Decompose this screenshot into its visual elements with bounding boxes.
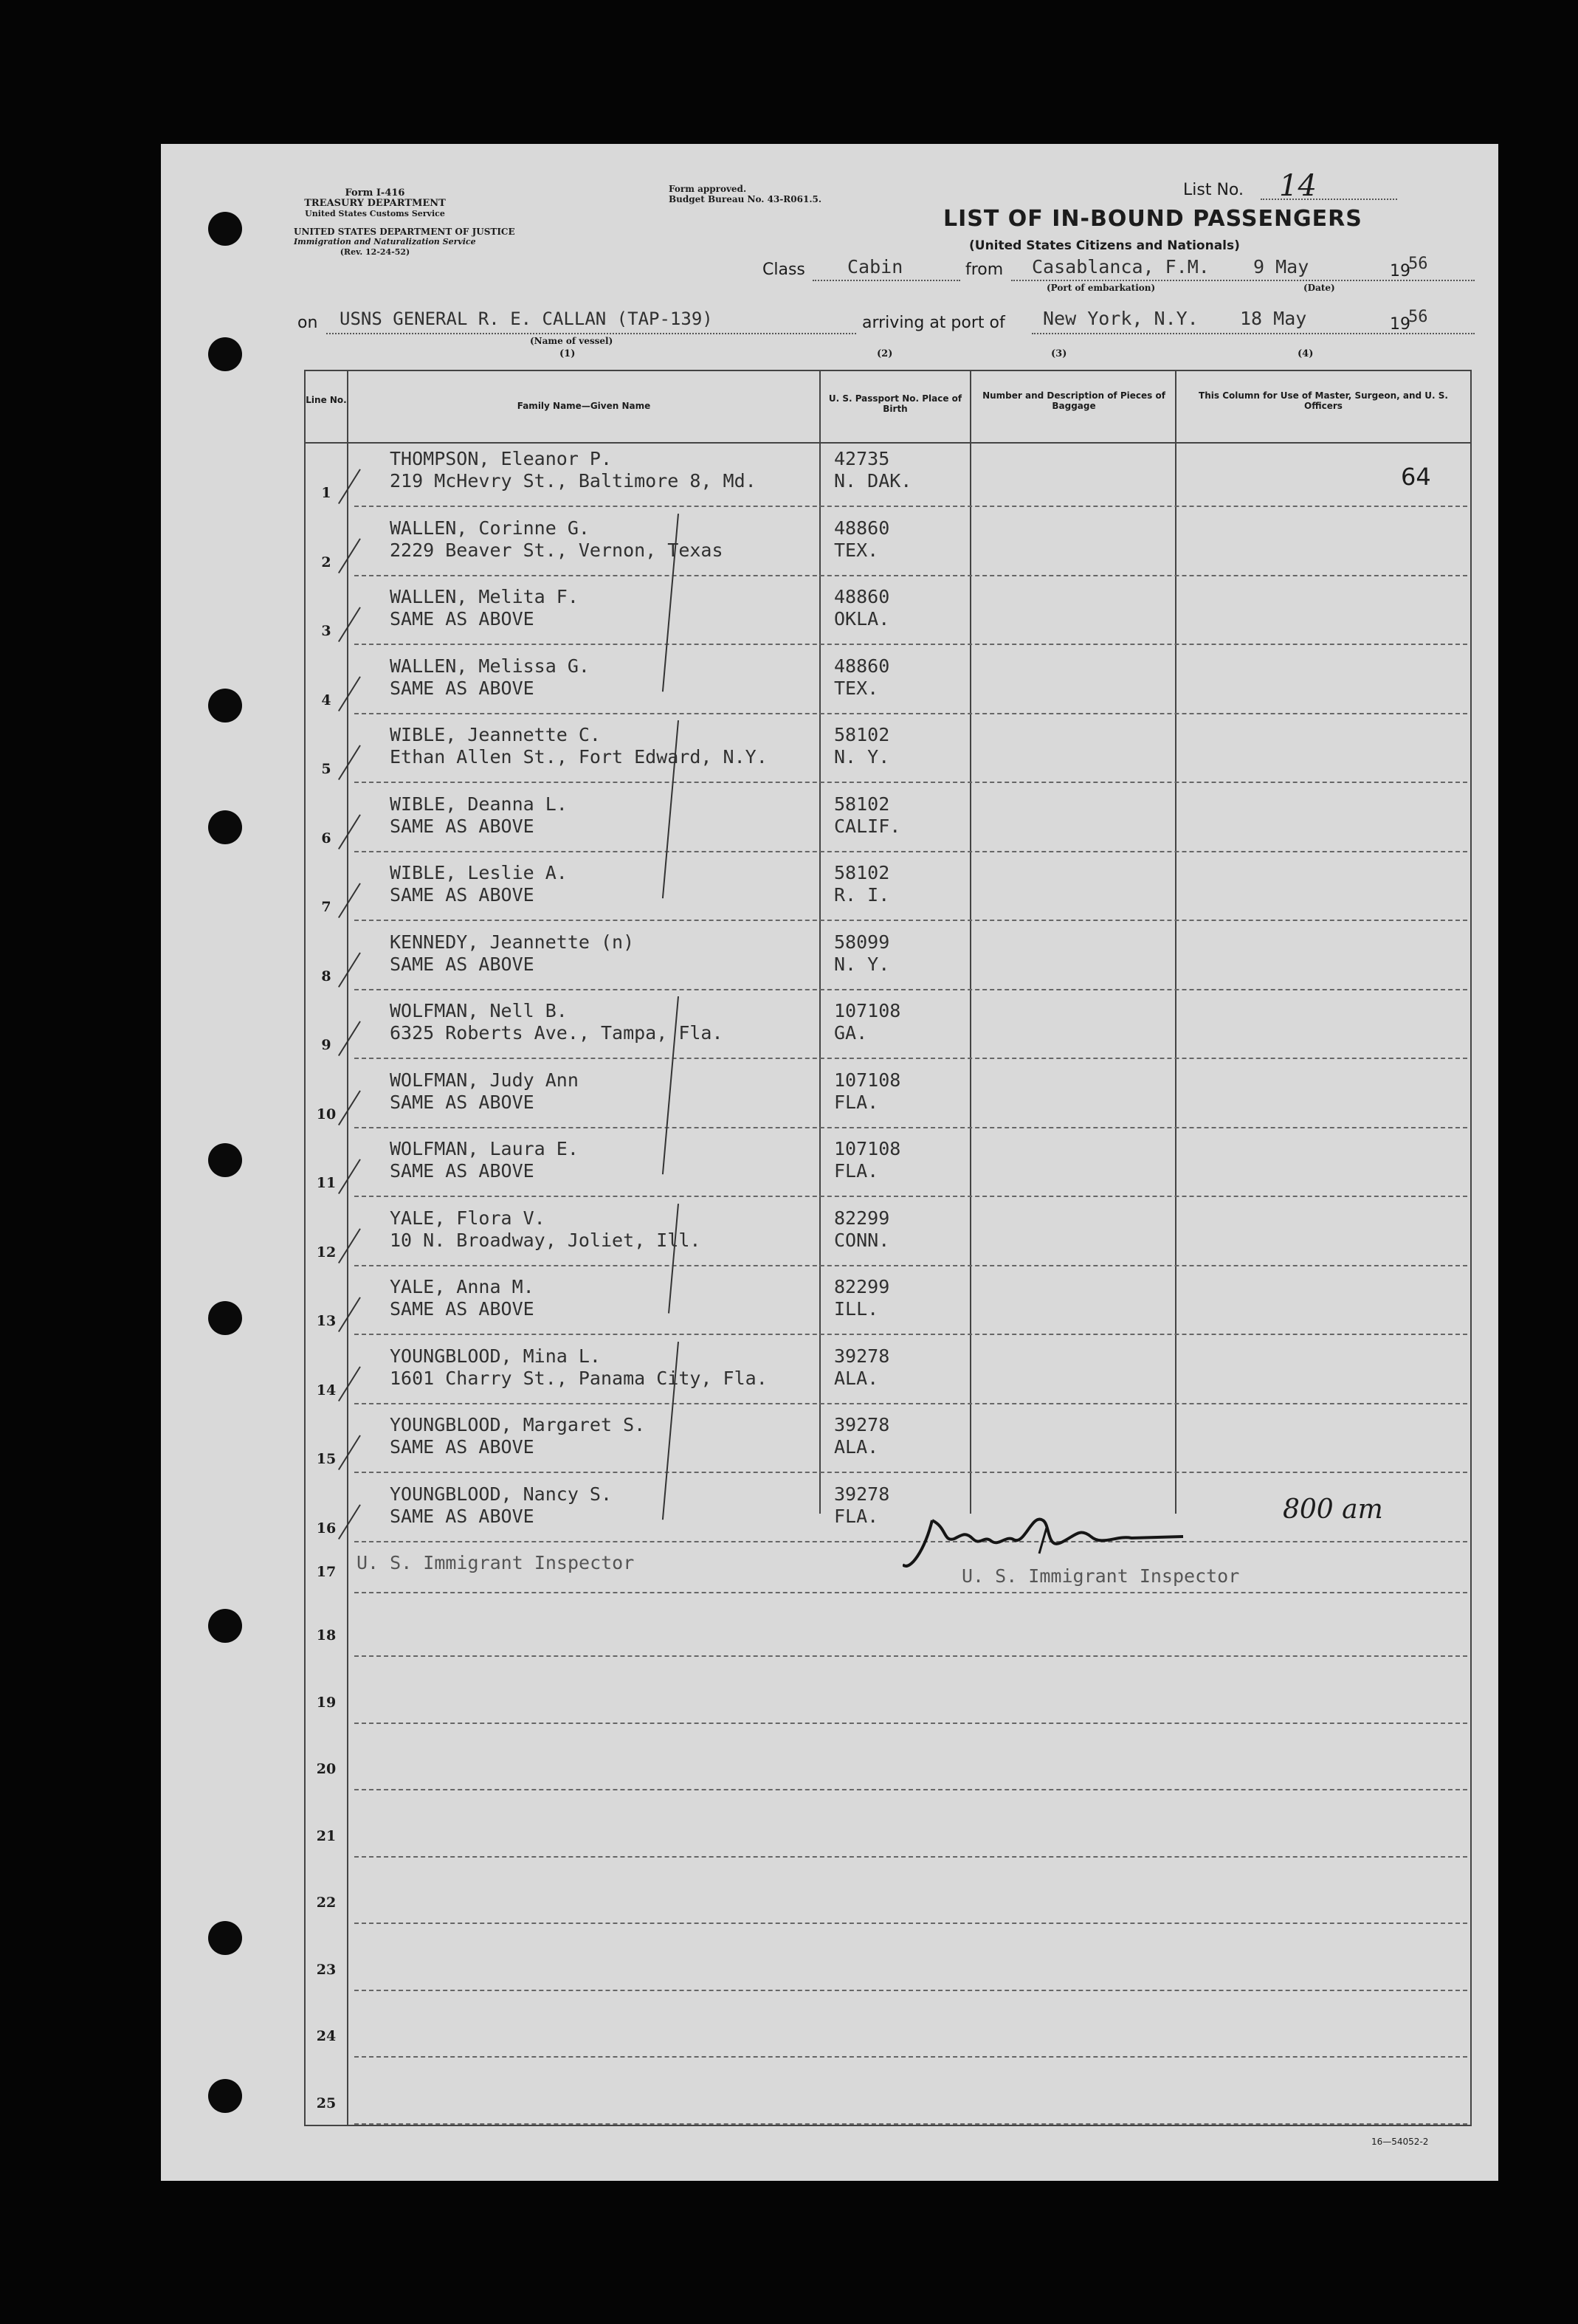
row-rule (354, 1655, 1467, 1657)
row-rule (354, 1856, 1467, 1858)
justice-dept: UNITED STATES DEPARTMENT OF JUSTICE (294, 227, 515, 237)
line-number: 5 (321, 761, 331, 777)
passenger-address: SAME AS ABOVE (390, 1298, 534, 1320)
passenger-address: Ethan Allen St., Fort Edward, N.Y. (390, 746, 768, 768)
line-number: 19 (316, 1694, 337, 1711)
ins-service: Immigration and Naturalization Service (294, 237, 476, 246)
year1-prefix: 19 (1390, 262, 1410, 280)
punch-hole (208, 1143, 242, 1177)
row-rule (354, 851, 1467, 852)
row-rule (354, 1127, 1467, 1128)
passport-number: 42735 (834, 448, 890, 469)
passenger-address: SAME AS ABOVE (390, 608, 534, 630)
place-of-birth: ALA. (834, 1436, 879, 1458)
row-rule (354, 1592, 1467, 1593)
from-value: Casablanca, F.M. (1032, 256, 1210, 277)
colnum-1: (1) (559, 348, 576, 359)
col-divider (819, 370, 821, 1514)
line-number: 20 (316, 1761, 337, 1777)
line-number: 24 (316, 2028, 337, 2044)
row-rule (354, 1196, 1467, 1197)
passport-number: 107108 (834, 1000, 901, 1021)
row-rule (354, 1265, 1467, 1266)
row-rule (354, 782, 1467, 783)
line-number: 2 (321, 554, 331, 570)
passport-number: 58102 (834, 793, 890, 815)
passport-number: 39278 (834, 1483, 890, 1505)
row-rule (354, 1923, 1467, 1924)
punch-hole (208, 1609, 242, 1643)
place-of-birth: GA. (834, 1022, 868, 1044)
passport-number: 58102 (834, 862, 890, 883)
punch-hole (208, 810, 242, 844)
class-value: Cabin (847, 256, 903, 277)
departure-date: 9 May (1253, 256, 1309, 277)
colnum-4: (4) (1298, 348, 1314, 359)
col-head-passport: U. S. Passport No. Place of Birth (828, 393, 962, 414)
col-head-baggage: Number and Description of Pieces of Baggage (982, 390, 1165, 411)
manifest-page (161, 144, 1498, 2181)
line-number: 9 (321, 1037, 331, 1053)
page-subtitle: (United States Citizens and Nationals) (969, 238, 1240, 253)
treasury-dept: TREASURY DEPARTMENT (304, 198, 446, 209)
form-approved: Form approved. (669, 184, 747, 194)
row-rule (354, 713, 1467, 714)
passenger-name: YOUNGBLOOD, Margaret S. (390, 1414, 646, 1435)
line-number: 4 (321, 692, 331, 708)
row-rule (354, 2123, 1467, 2125)
line-number: 11 (316, 1175, 337, 1191)
place-of-birth: ALA. (834, 1367, 879, 1389)
passenger-name: WOLFMAN, Nell B. (390, 1000, 568, 1021)
colnum-2: (2) (877, 348, 893, 359)
row-rule (354, 644, 1467, 645)
signature-time: 800 am (1283, 1494, 1383, 1525)
place-of-birth: FLA. (834, 1091, 879, 1113)
passenger-address: SAME AS ABOVE (390, 677, 534, 699)
punch-hole (208, 689, 242, 723)
passenger-name: WALLEN, Melita F. (390, 586, 579, 607)
place-of-birth: CALIF. (834, 815, 901, 837)
line-number: 7 (321, 899, 331, 915)
revision: (Rev. 12-24-52) (340, 247, 410, 257)
passenger-name: THOMPSON, Eleanor P. (390, 448, 613, 469)
passenger-name: WOLFMAN, Judy Ann (390, 1069, 579, 1091)
line-number: 13 (316, 1313, 337, 1329)
year2-prefix: 19 (1390, 315, 1410, 334)
place-of-birth: N. Y. (834, 953, 890, 975)
passport-number: 107108 (834, 1138, 901, 1159)
passenger-name: WOLFMAN, Laura E. (390, 1138, 579, 1159)
list-no-label: List No. (1183, 181, 1244, 199)
passenger-address: SAME AS ABOVE (390, 953, 534, 975)
punch-hole (208, 2079, 242, 2113)
col-head-line: Line No. (306, 395, 347, 405)
line-number: 3 (321, 623, 331, 639)
line-number: 17 (316, 1564, 337, 1580)
passenger-address: SAME AS ABOVE (390, 1091, 534, 1113)
passenger-address: 1601 Charry St., Panama City, Fla. (390, 1367, 768, 1389)
date-caption: (Date) (1303, 283, 1335, 293)
place-of-birth: CONN. (834, 1229, 890, 1251)
line-number: 10 (316, 1106, 337, 1123)
budget-bureau: Budget Bureau No. 43-R061.5. (669, 194, 822, 204)
year1: 56 (1408, 255, 1428, 273)
col-divider (970, 370, 971, 1514)
row-rule (354, 989, 1467, 990)
on-label: on (297, 314, 318, 332)
passport-number: 58099 (834, 931, 890, 953)
passenger-address: 6325 Roberts Ave., Tampa, Fla. (390, 1022, 723, 1044)
punch-hole (208, 212, 242, 246)
year2: 56 (1408, 308, 1428, 326)
passenger-address: 10 N. Broadway, Joliet, Ill. (390, 1229, 701, 1251)
row-rule (354, 506, 1467, 507)
place-of-birth: FLA. (834, 1505, 879, 1527)
passenger-address: 219 McHevry St., Baltimore 8, Md. (390, 470, 757, 492)
passport-number: 39278 (834, 1414, 890, 1435)
passenger-address: SAME AS ABOVE (390, 1505, 534, 1527)
row-rule (354, 920, 1467, 921)
place-of-birth: ILL. (834, 1298, 879, 1320)
line-number: 23 (316, 1961, 337, 1978)
line-number: 16 (316, 1520, 337, 1537)
line-number: 15 (316, 1451, 337, 1467)
table-header-rule (306, 442, 1470, 444)
colnum-3: (3) (1051, 348, 1067, 359)
passenger-name: YOUNGBLOOD, Nancy S. (390, 1483, 613, 1505)
port-caption: (Port of embarkation) (1047, 283, 1156, 293)
footer-code: 16—54052-2 (1371, 2137, 1429, 2147)
passenger-name: WIBLE, Jeannette C. (390, 724, 601, 745)
from-label: from (965, 261, 1004, 279)
passenger-name: YALE, Flora V. (390, 1207, 545, 1229)
passport-number: 48860 (834, 655, 890, 677)
line-number: 12 (316, 1244, 337, 1261)
passport-number: 58102 (834, 724, 890, 745)
line-number: 1 (321, 485, 331, 501)
row-rule (354, 1334, 1467, 1335)
place-of-birth: R. I. (834, 884, 890, 906)
arrival-date: 18 May (1240, 308, 1307, 329)
punch-hole (208, 1301, 242, 1335)
passenger-address: SAME AS ABOVE (390, 1160, 534, 1182)
class-underline (813, 280, 960, 281)
place-of-birth: N. DAK. (834, 470, 912, 492)
row-rule (354, 2056, 1467, 2058)
inspector-label-right: U. S. Immigrant Inspector (962, 1565, 1240, 1587)
col-head-officers: This Column for Use of Master, Surgeon, and U. S. Officers (1199, 390, 1448, 411)
row-rule (354, 1472, 1467, 1473)
line-number: 21 (316, 1827, 337, 1844)
passenger-name: YOUNGBLOOD, Mina L. (390, 1345, 601, 1367)
passenger-name: WALLEN, Melissa G. (390, 655, 590, 677)
class-label: Class (762, 261, 805, 279)
passport-number: 82299 (834, 1276, 890, 1297)
passenger-name: YALE, Anna M. (390, 1276, 534, 1297)
page-title: LIST OF IN-BOUND PASSENGERS (943, 206, 1362, 232)
passport-number: 48860 (834, 517, 890, 539)
vessel-caption: (Name of vessel) (530, 336, 613, 346)
officer-note: 64 (1401, 463, 1431, 491)
row-rule (354, 1789, 1467, 1790)
inspector-label-left: U. S. Immigrant Inspector (356, 1552, 635, 1573)
place-of-birth: OKLA. (834, 608, 890, 630)
passenger-name: WIBLE, Deanna L. (390, 793, 568, 815)
passport-number: 82299 (834, 1207, 890, 1229)
passenger-name: WALLEN, Corinne G. (390, 517, 590, 539)
passenger-address: SAME AS ABOVE (390, 884, 534, 906)
vessel-name: USNS GENERAL R. E. CALLAN (TAP-139) (340, 308, 713, 329)
line-number: 6 (321, 830, 331, 846)
place-of-birth: TEX. (834, 539, 879, 561)
col-head-name: Family Name—Given Name (517, 401, 651, 411)
line-number: 18 (316, 1627, 337, 1644)
list-no-value: 14 (1279, 169, 1317, 203)
passenger-address: SAME AS ABOVE (390, 815, 534, 837)
row-rule (354, 1403, 1467, 1404)
customs-service: United States Customs Service (305, 209, 445, 218)
line-number: 8 (321, 968, 331, 985)
arrival-port: New York, N.Y. (1043, 308, 1199, 329)
form-number: Form I-416 (345, 187, 405, 199)
line-number: 22 (316, 1894, 337, 1911)
arriving-label: arriving at port of (862, 314, 1005, 332)
line-number: 25 (316, 2094, 337, 2111)
vessel-underline (326, 333, 856, 334)
place-of-birth: N. Y. (834, 746, 890, 768)
place-of-birth: TEX. (834, 677, 879, 699)
col-divider (1175, 370, 1176, 1514)
line-number: 14 (316, 1382, 337, 1399)
row-rule (354, 1723, 1467, 1724)
row-rule (354, 575, 1467, 576)
passport-number: 107108 (834, 1069, 901, 1091)
place-of-birth: FLA. (834, 1160, 879, 1182)
row-rule (354, 1058, 1467, 1059)
passenger-address: SAME AS ABOVE (390, 1436, 534, 1458)
passport-number: 48860 (834, 586, 890, 607)
punch-hole (208, 1921, 242, 1955)
passenger-address: 2229 Beaver St., Vernon, Texas (390, 539, 723, 561)
passenger-name: KENNEDY, Jeannette (n) (390, 931, 635, 953)
punch-hole (208, 337, 242, 371)
row-rule (354, 1990, 1467, 1991)
passenger-name: WIBLE, Leslie A. (390, 862, 568, 883)
passport-number: 39278 (834, 1345, 890, 1367)
